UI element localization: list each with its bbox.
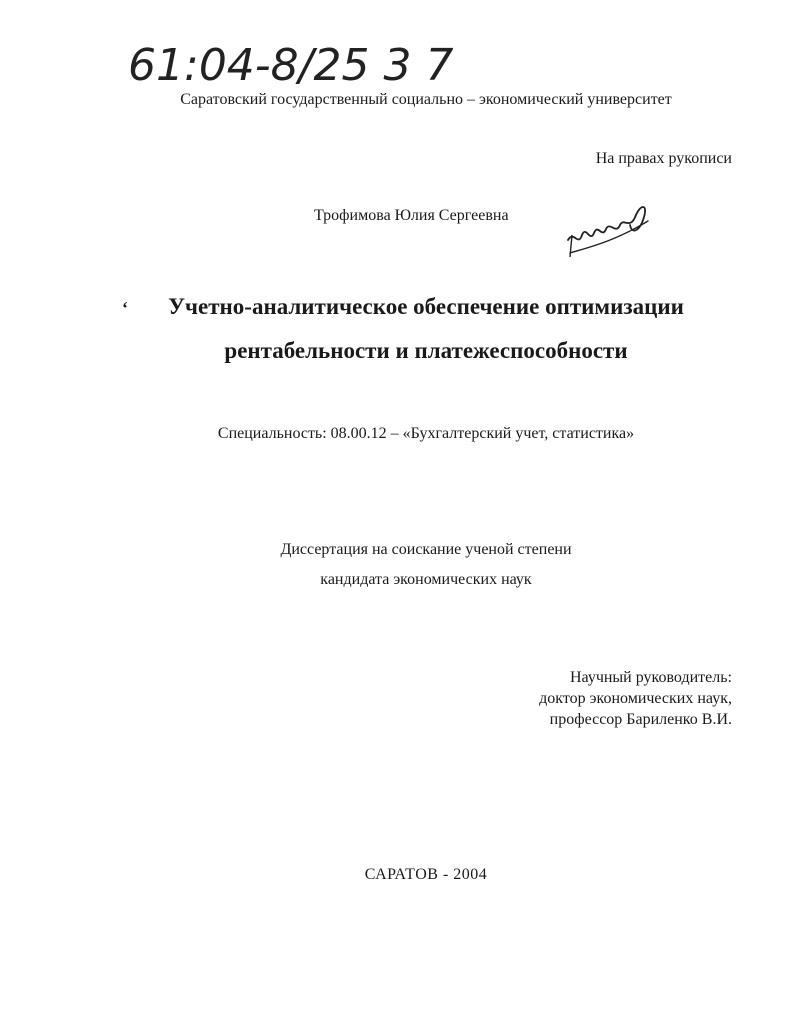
margin-mark: ‘ — [122, 298, 128, 318]
dissertation-title-line2: рентабельности и платежеспособности — [224, 338, 628, 363]
catalog-number-text: 61:04-8/25 3 7 — [128, 40, 454, 91]
dissertation-type-line1: Диссертация на соискание ученой степени — [280, 541, 572, 558]
city-year: САРАТОВ - 2004 — [364, 866, 488, 883]
specialty: Специальность: 08.00.12 – «Бухгалтерский учет, статистика» — [217, 425, 635, 442]
dissertation-title-line1: Учетно-аналитическое обеспечение оптимизации — [168, 294, 684, 319]
dissertation-type-line2: кандидата экономических наук — [320, 571, 532, 588]
rights-note: На правах рукописи — [595, 150, 732, 167]
supervisor-label: Научный руководитель: — [569, 669, 732, 686]
signature-icon — [560, 195, 655, 265]
supervisor-degree: доктор экономических наук, — [539, 690, 732, 707]
handwritten-catalog-number — [128, 30, 548, 96]
supervisor-block — [539, 667, 732, 730]
author-name: Трофимова Юлия Сергеевна — [314, 207, 509, 224]
university-name: Саратовский государственный социально – экономический университет — [180, 91, 672, 108]
supervisor-name: профессор Бариленко В.И. — [549, 711, 732, 728]
